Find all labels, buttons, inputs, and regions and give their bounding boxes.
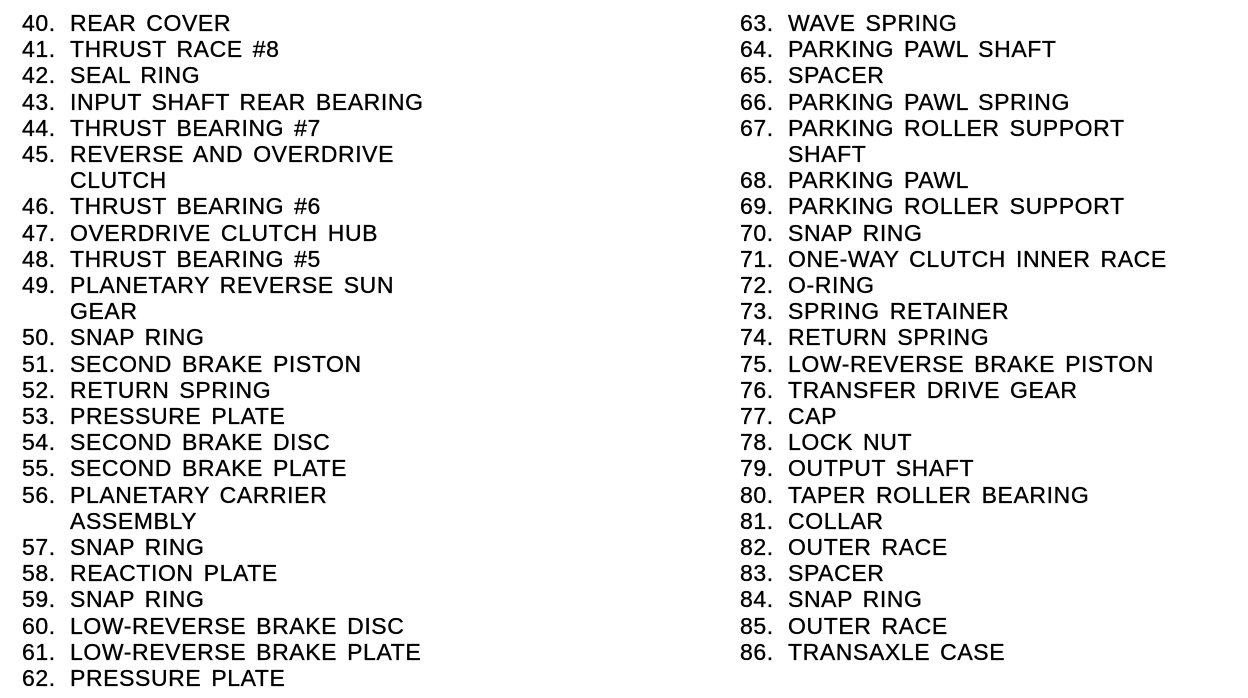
part-number: 65. bbox=[740, 62, 774, 89]
part-name: THRUST BEARING #5 bbox=[70, 245, 321, 272]
part-name: PLANETARY CARRIER ASSEMBLY bbox=[70, 481, 328, 534]
part-name: THRUST BEARING #7 bbox=[70, 114, 321, 141]
part-number: 44. bbox=[22, 114, 56, 141]
list-item bbox=[22, 351, 582, 377]
part-number: 85. bbox=[740, 612, 774, 639]
part-number: 69. bbox=[740, 193, 774, 220]
part-number: 70. bbox=[740, 219, 774, 246]
part-number: 72. bbox=[740, 272, 774, 299]
part-number: 74. bbox=[740, 324, 774, 351]
part-name: REAR COVER bbox=[70, 10, 232, 36]
part-number: 43. bbox=[22, 88, 56, 115]
part-name: CAP bbox=[788, 403, 838, 430]
part-name: THRUST BEARING #6 bbox=[70, 193, 321, 220]
list-item bbox=[740, 89, 1240, 115]
part-number: 46. bbox=[22, 193, 56, 220]
part-name: LOW-REVERSE BRAKE PISTON bbox=[788, 350, 1154, 377]
part-number: 82. bbox=[740, 534, 774, 561]
part-name: SNAP RING bbox=[70, 324, 205, 351]
list-item bbox=[740, 534, 1240, 560]
list-item bbox=[22, 324, 582, 350]
part-number: 48. bbox=[22, 245, 56, 272]
part-name: LOW-REVERSE BRAKE DISC bbox=[70, 612, 405, 639]
part-number: 42. bbox=[22, 62, 56, 89]
part-name: SPRING RETAINER bbox=[788, 298, 1010, 325]
part-number: 77. bbox=[740, 403, 774, 430]
list-item bbox=[740, 36, 1240, 62]
part-number: 49. bbox=[22, 272, 56, 299]
part-number: 79. bbox=[740, 455, 774, 482]
part-name: TAPER ROLLER BEARING bbox=[788, 481, 1090, 508]
part-number: 50. bbox=[22, 324, 56, 351]
part-name: INPUT SHAFT REAR BEARING bbox=[70, 88, 424, 115]
part-name: LOW-REVERSE BRAKE PLATE bbox=[70, 638, 422, 665]
part-number: 66. bbox=[740, 88, 774, 115]
part-name: OVERDRIVE CLUTCH HUB bbox=[70, 219, 379, 246]
part-name: TRANSAXLE CASE bbox=[788, 638, 1006, 665]
part-number: 55. bbox=[22, 455, 56, 482]
part-number: 78. bbox=[740, 429, 774, 456]
part-number: 41. bbox=[22, 36, 56, 63]
list-item bbox=[22, 220, 582, 246]
part-name: ONE-WAY CLUTCH INNER RACE bbox=[788, 245, 1167, 272]
list-item bbox=[22, 62, 582, 88]
list-item bbox=[740, 115, 1240, 167]
part-number: 45. bbox=[22, 141, 56, 168]
part-name: PARKING ROLLER SUPPORT SHAFT bbox=[788, 114, 1125, 168]
part-number: 76. bbox=[740, 376, 774, 403]
part-name: RETURN SPRING bbox=[788, 324, 990, 351]
list-item bbox=[740, 193, 1240, 219]
list-item bbox=[740, 167, 1240, 193]
part-name: OUTPUT SHAFT bbox=[788, 455, 975, 482]
parts-list-left-column bbox=[22, 10, 582, 691]
list-item bbox=[740, 298, 1240, 324]
part-number: 56. bbox=[22, 481, 56, 508]
part-name: WAVE SPRING bbox=[788, 10, 958, 36]
list-item bbox=[22, 115, 582, 141]
part-number: 86. bbox=[740, 638, 774, 665]
list-item bbox=[740, 429, 1240, 455]
part-name: PLANETARY REVERSE SUN GEAR bbox=[70, 272, 395, 325]
part-number: 71. bbox=[740, 245, 774, 272]
part-name: PARKING PAWL bbox=[788, 167, 970, 194]
list-item bbox=[22, 10, 582, 36]
list-item bbox=[740, 324, 1240, 350]
list-item bbox=[22, 36, 582, 62]
list-item bbox=[22, 534, 582, 560]
list-item bbox=[740, 246, 1240, 272]
part-name: REACTION PLATE bbox=[70, 560, 278, 587]
part-name: SPACER bbox=[788, 62, 885, 89]
part-name: RETURN SPRING bbox=[70, 376, 272, 403]
list-item bbox=[740, 403, 1240, 429]
list-item bbox=[740, 377, 1240, 403]
list-item bbox=[22, 665, 582, 691]
part-name: OUTER RACE bbox=[788, 612, 948, 639]
list-item bbox=[740, 586, 1240, 612]
part-number: 75. bbox=[740, 350, 774, 377]
part-number: 73. bbox=[740, 298, 774, 325]
list-item bbox=[740, 482, 1240, 508]
part-name: PARKING PAWL SHAFT bbox=[788, 36, 1057, 63]
part-name: PARKING PAWL SPRING bbox=[788, 88, 1070, 115]
list-item bbox=[22, 246, 582, 272]
list-item bbox=[22, 403, 582, 429]
part-name: SEAL RING bbox=[70, 62, 201, 89]
list-item bbox=[740, 613, 1240, 639]
part-number: 83. bbox=[740, 560, 774, 587]
part-name: SPACER bbox=[788, 560, 885, 587]
part-number: 61. bbox=[22, 638, 56, 665]
list-item bbox=[22, 89, 582, 115]
part-name: SNAP RING bbox=[70, 586, 205, 613]
part-number: 68. bbox=[740, 167, 774, 194]
list-item bbox=[22, 613, 582, 639]
part-number: 63. bbox=[740, 10, 774, 36]
list-item bbox=[740, 62, 1240, 88]
list-item bbox=[22, 455, 582, 481]
part-number: 59. bbox=[22, 586, 56, 613]
list-item bbox=[22, 272, 582, 324]
list-item bbox=[22, 482, 582, 534]
list-item bbox=[22, 377, 582, 403]
part-number: 67. bbox=[740, 114, 774, 141]
part-number: 54. bbox=[22, 429, 56, 456]
part-name: LOCK NUT bbox=[788, 429, 913, 456]
list-item bbox=[740, 560, 1240, 586]
part-number: 40. bbox=[22, 10, 56, 36]
part-number: 80. bbox=[740, 481, 774, 508]
part-name: SNAP RING bbox=[788, 219, 923, 246]
part-name: OUTER RACE bbox=[788, 534, 948, 561]
part-number: 64. bbox=[740, 36, 774, 63]
list-item bbox=[740, 10, 1240, 36]
part-number: 62. bbox=[22, 665, 56, 692]
part-name: SECOND BRAKE PLATE bbox=[70, 455, 348, 482]
part-number: 84. bbox=[740, 586, 774, 613]
part-number: 53. bbox=[22, 403, 56, 430]
part-number: 47. bbox=[22, 219, 56, 246]
list-item bbox=[740, 508, 1240, 534]
part-number: 58. bbox=[22, 560, 56, 587]
list-item bbox=[22, 586, 582, 612]
list-item bbox=[740, 639, 1240, 665]
part-name: PRESSURE PLATE bbox=[70, 403, 286, 430]
part-number: 51. bbox=[22, 350, 56, 377]
list-item bbox=[740, 351, 1240, 377]
part-number: 60. bbox=[22, 612, 56, 639]
list-item bbox=[740, 220, 1240, 246]
list-item bbox=[22, 639, 582, 665]
list-item bbox=[740, 272, 1240, 298]
part-name: REVERSE AND OVERDRIVE CLUTCH bbox=[70, 141, 395, 194]
part-name: SECOND BRAKE DISC bbox=[70, 429, 331, 456]
part-number: 57. bbox=[22, 534, 56, 561]
part-name: THRUST RACE #8 bbox=[70, 36, 280, 63]
part-name: SNAP RING bbox=[70, 534, 205, 561]
parts-list-right-column bbox=[740, 10, 1240, 665]
list-item bbox=[740, 455, 1240, 481]
part-number: 81. bbox=[740, 507, 774, 534]
part-name: PRESSURE PLATE bbox=[70, 665, 286, 692]
part-number: 52. bbox=[22, 376, 56, 403]
part-name: SECOND BRAKE PISTON bbox=[70, 350, 362, 377]
list-item bbox=[22, 560, 582, 586]
list-item bbox=[22, 429, 582, 455]
part-name: TRANSFER DRIVE GEAR bbox=[788, 376, 1078, 403]
part-name: O-RING bbox=[788, 272, 875, 299]
list-item bbox=[22, 193, 582, 219]
part-name: SNAP RING bbox=[788, 586, 923, 613]
part-name: PARKING ROLLER SUPPORT bbox=[788, 193, 1125, 220]
part-name: COLLAR bbox=[788, 507, 884, 534]
list-item bbox=[22, 141, 582, 193]
